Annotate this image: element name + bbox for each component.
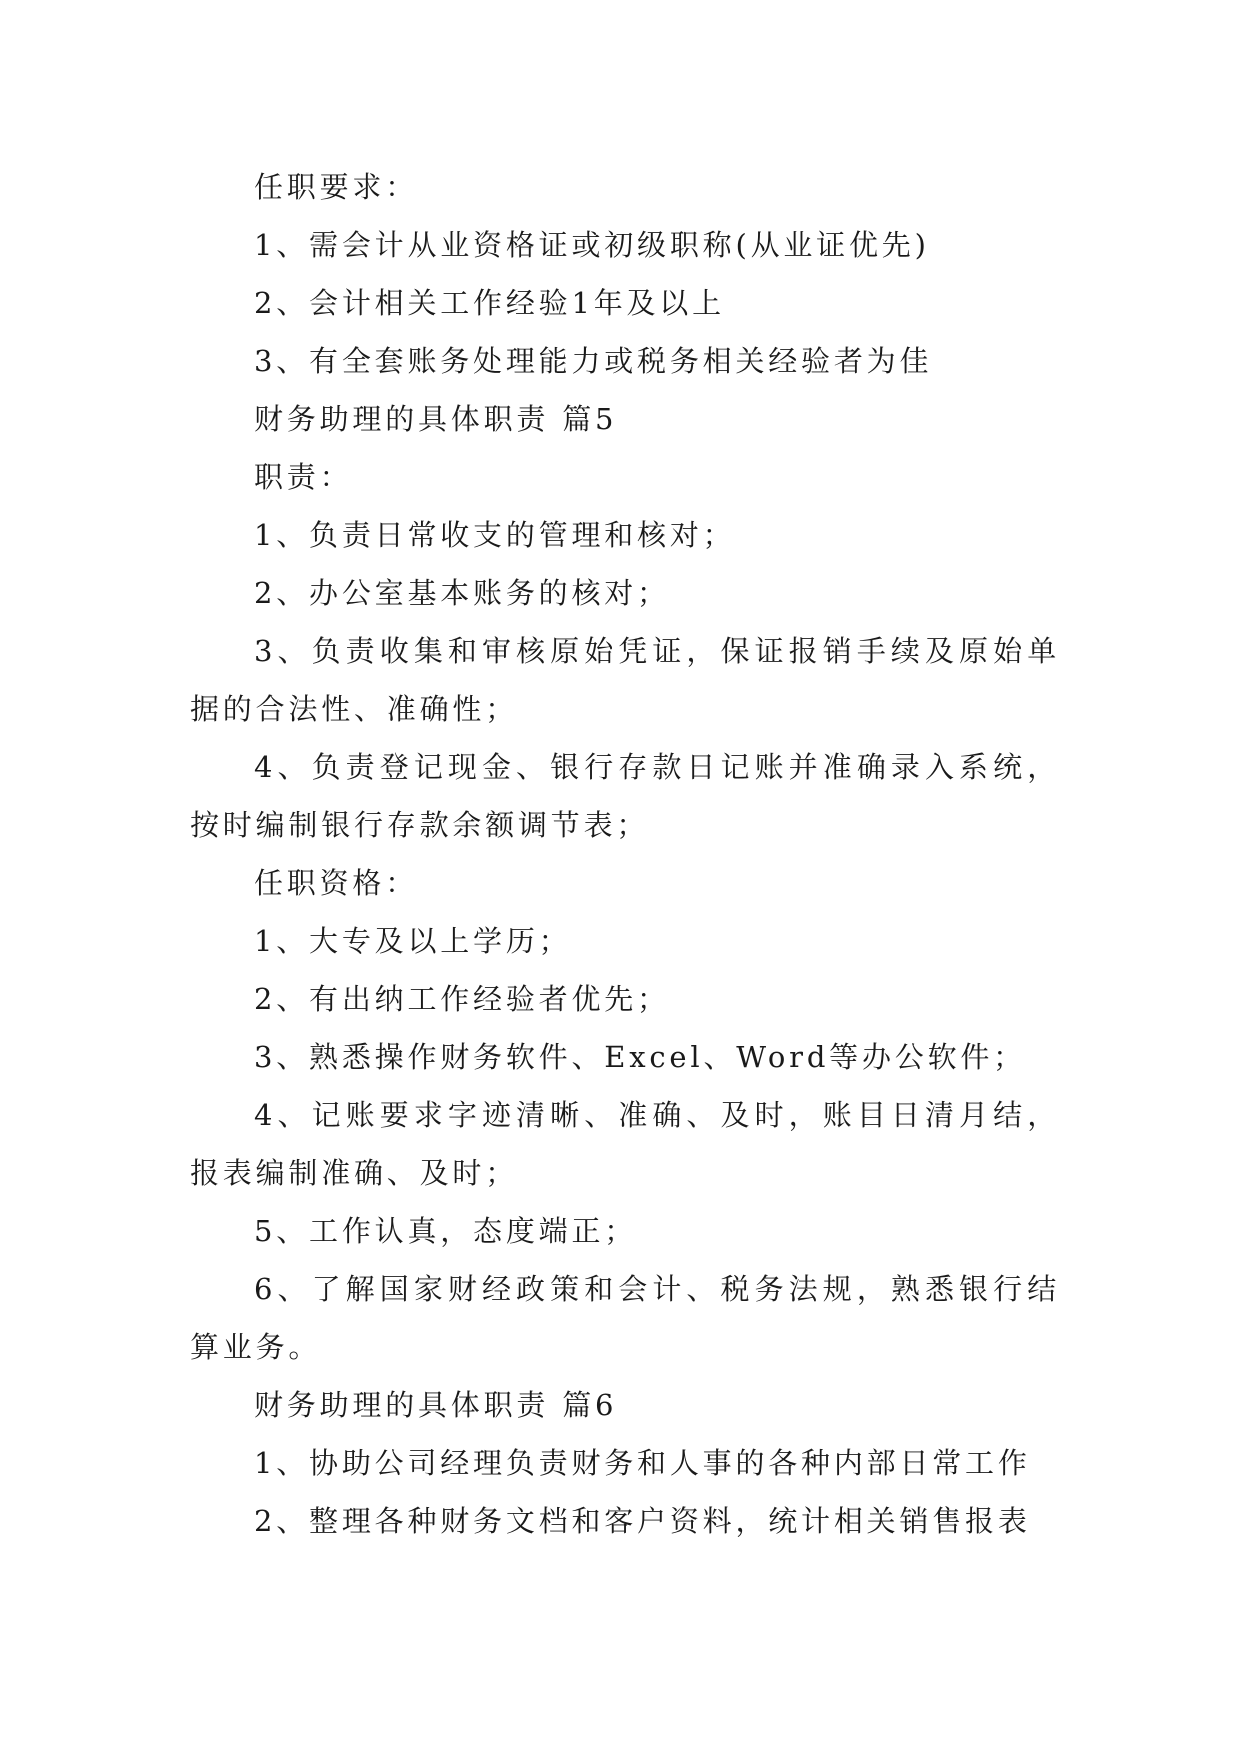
qualification-item: 3、熟悉操作财务软件、Excel、Word等办公软件； <box>254 1040 1026 1074</box>
qualification-item: 2、有出纳工作经验者优先； <box>254 982 670 1016</box>
requirement-item: 2、会计相关工作经验1年及以上 <box>254 286 725 320</box>
requirement-item: 3、有全套账务处理能力或税务相关经验者为佳 <box>254 344 933 378</box>
document-body <box>190 158 1060 1550</box>
requirement-item: 1、需会计从业资格证或初级职称(从业证优先) <box>254 228 930 262</box>
qualification-item: 4、记账要求字迹清晰、准确、及时，账目日清月结，报表编制准确、及时； <box>190 1098 1060 1190</box>
qualification-item: 6、了解国家财经政策和会计、税务法规，熟悉银行结算业务。 <box>190 1272 1060 1364</box>
section-heading-qualifications: 任职资格： <box>254 866 419 900</box>
duty-item: 1、协助公司经理负责财务和人事的各种内部日常工作 <box>254 1446 1031 1480</box>
duty-item: 4、负责登记现金、银行存款日记账并准确录入系统，按时编制银行存款余额调节表； <box>190 750 1060 842</box>
qualification-item: 1、大专及以上学历； <box>254 924 572 958</box>
section-heading-requirements: 任职要求： <box>254 170 419 204</box>
qualification-item: 5、工作认真，态度端正； <box>254 1214 638 1248</box>
duty-item: 2、整理各种财务文档和客户资料，统计相关销售报表 <box>254 1504 1031 1538</box>
duty-item: 3、负责收集和审核原始凭证，保证报销手续及原始单据的合法性、准确性； <box>190 634 1060 726</box>
section-heading-duties: 职责： <box>254 460 353 494</box>
article-title-5: 财务助理的具体职责 篇5 <box>254 402 618 436</box>
article-title-6: 财务助理的具体职责 篇6 <box>254 1388 618 1422</box>
duty-item: 1、负责日常收支的管理和核对； <box>254 518 736 552</box>
duty-item: 2、办公室基本账务的核对； <box>254 576 670 610</box>
